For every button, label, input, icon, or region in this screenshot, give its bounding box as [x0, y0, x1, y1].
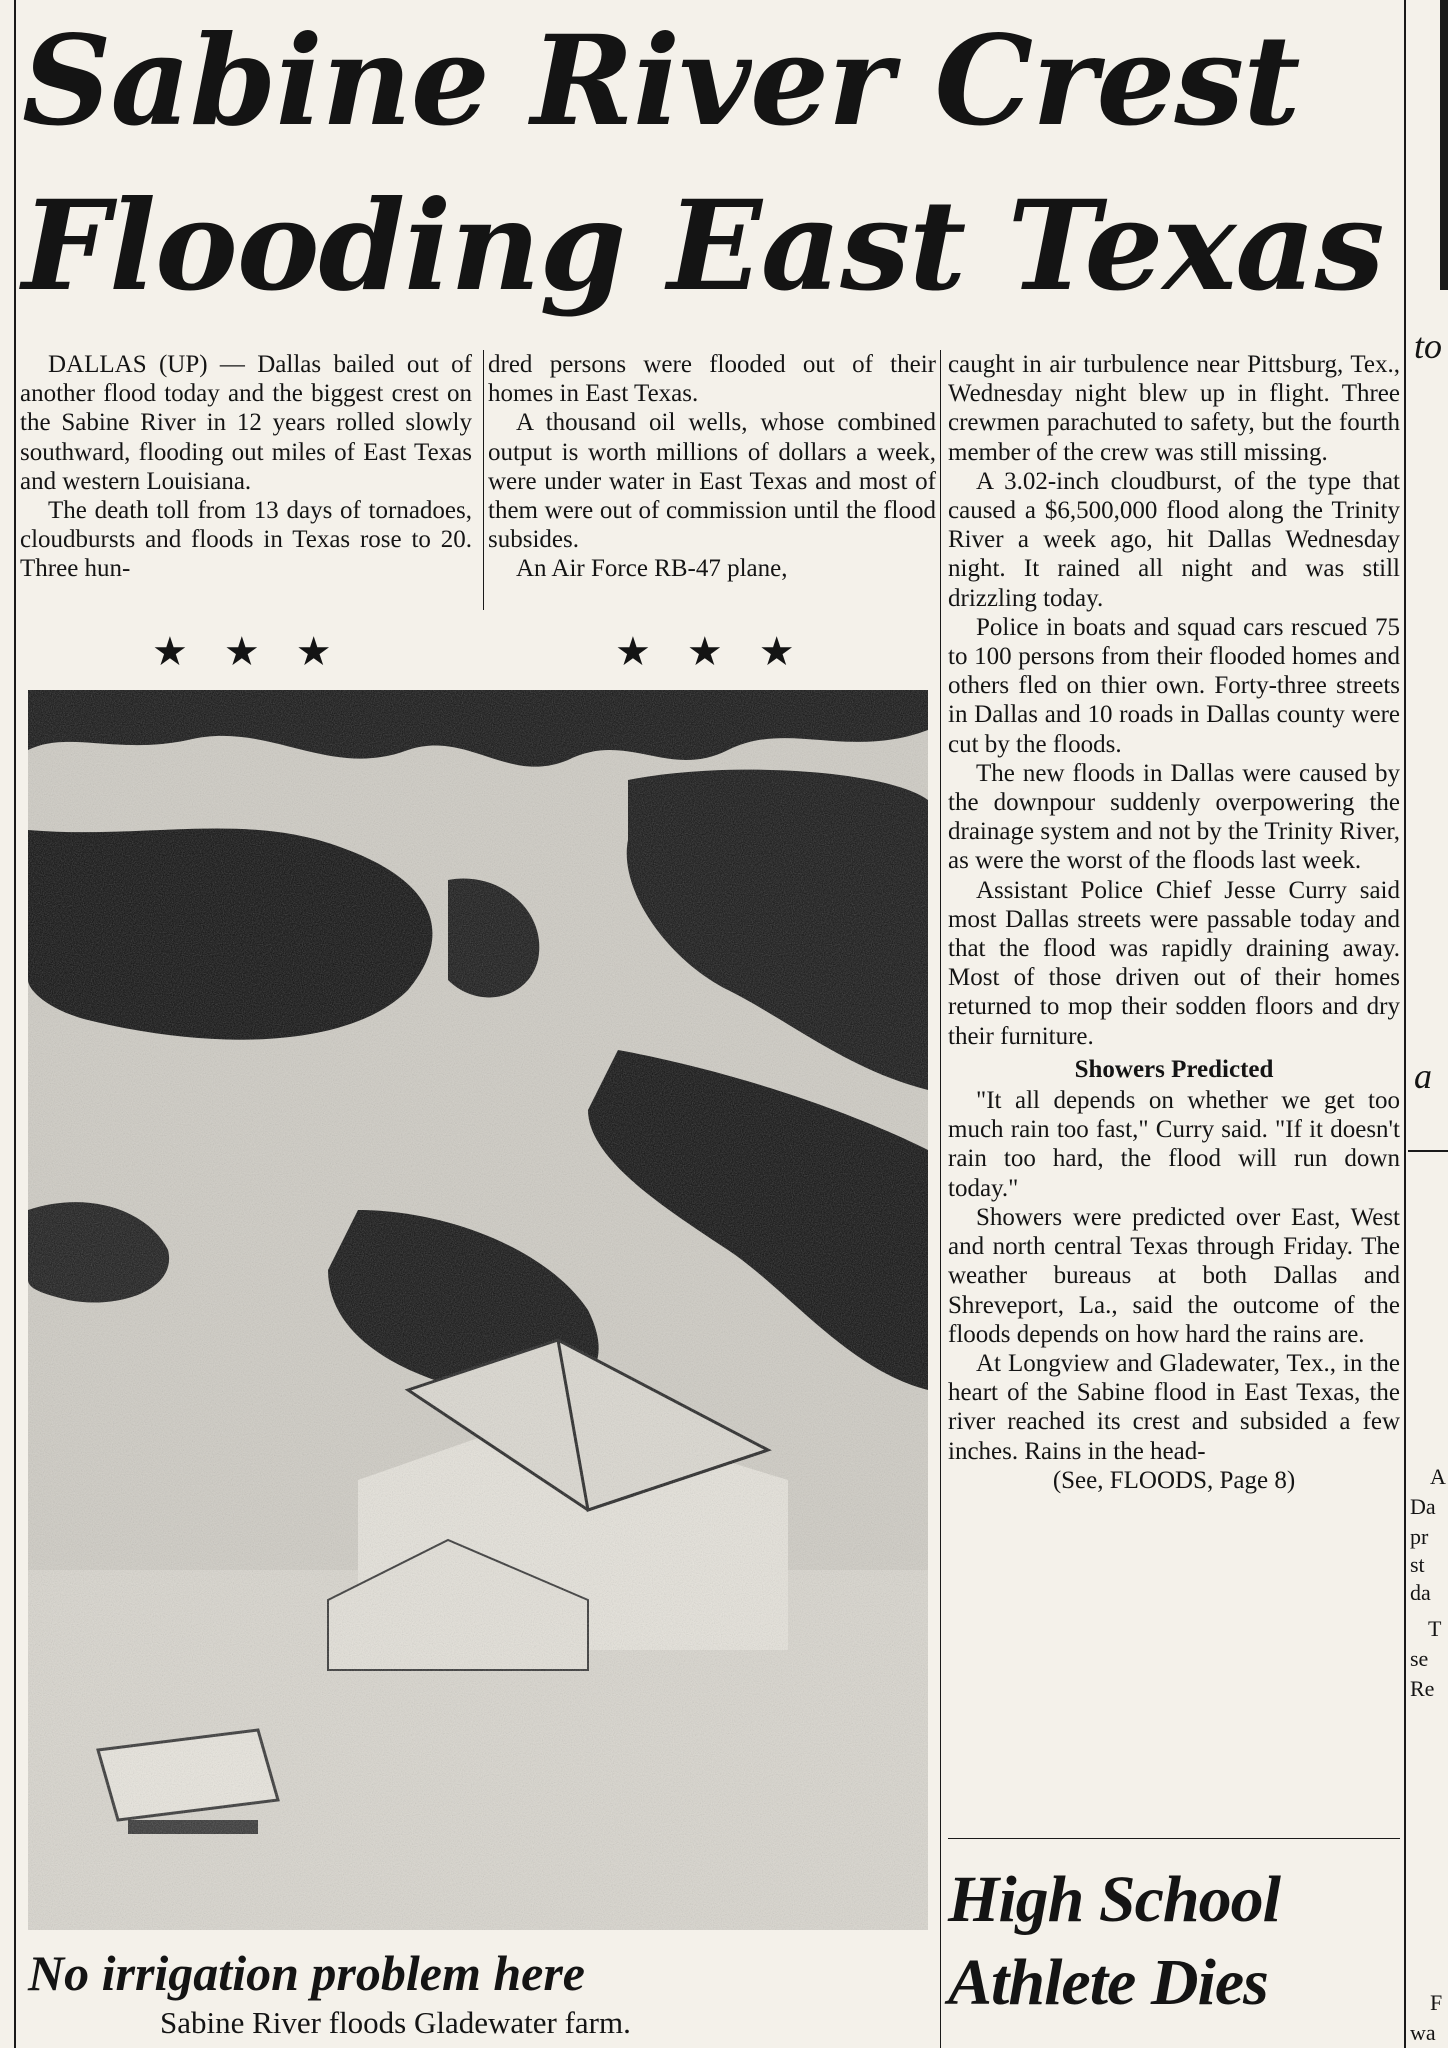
stars-right: ★★★ — [615, 629, 831, 674]
edge-fragment: Da — [1410, 1494, 1436, 1519]
story-paragraph: A 3.02-inch cloudburst, of the type that caused a $6,500,000 flood along the Trinity River a week ago, hit Dallas Wednesday night. It rained all night and was still drizzling today. — [948, 467, 1400, 612]
column-rule-1 — [483, 350, 484, 610]
photo-caption-text: Sabine River floods Gladewater farm. — [160, 2005, 631, 2040]
story-paragraph: Showers were predicted over East, West and north central Texas through Friday. The weather bureaus at both Dallas and Shreveport, La., said the outcome of the floods depends on how hard the rains are. — [948, 1203, 1400, 1348]
right-edge-bar — [1440, 0, 1448, 290]
story-paragraph: At Longview and Gladewater, Tex., in the heart of the Sabine flood in East Texas, the river reached its crest and subsided a few inches. Rains in the head- — [948, 1349, 1400, 1465]
story-paragraph: The death toll from 13 days of tornadoes, cloudbursts and floods in Texas rose to 20. Three hun- — [20, 497, 472, 583]
edge-fragment: A — [1430, 1464, 1446, 1489]
edge-fragment: T — [1428, 1616, 1442, 1641]
story-paragraph: An Air Force RB-47 plane, — [516, 555, 788, 583]
column-rule-2 — [940, 350, 941, 2048]
story-paragraph: DALLAS (UP) — Dallas bailed out of another flood today and the biggest crest on the Sabine River in 12 years rolled slowly southward, flooding out miles of East Texas and western Louisiana. — [20, 351, 472, 495]
jump-line: (See, FLOODS, Page 8) — [1052, 1466, 1296, 1494]
story-column-1 — [20, 350, 472, 584]
subhead: Showers Predicted — [1074, 1055, 1274, 1083]
edge-fragment: se — [1410, 1646, 1429, 1671]
headline-line-1: Sabine River Crest — [22, 9, 1300, 154]
story-paragraph: Police in boats and squad cars rescued 75 to 100 persons from their flooded homes and others fled on thier own. Forty-three streets in Dallas and 10 roads in Dallas county were cut by the floods. — [948, 613, 1400, 758]
edge-fragment: to — [1414, 326, 1443, 366]
sidebar-headline-line-1: High School — [948, 1863, 1280, 1936]
story-paragraph: "It all depends on whether we get too much rain too fast," Curry said. "If it doesn't rain too hard, the flood will run down today." — [948, 1087, 1400, 1202]
stars-left: ★★★ — [152, 629, 368, 674]
edge-fragment: F — [1430, 1990, 1443, 2015]
story-column-2 — [488, 350, 936, 584]
edge-fragment: pr — [1410, 1524, 1429, 1549]
edge-fragment: Re — [1410, 1676, 1435, 1701]
story-paragraph: The new floods in Dallas were caused by the downpour suddenly overpowering the drainage system and not by the Trinity River, as were the worst of the floods last week. — [948, 759, 1400, 875]
story-paragraph: Assistant Police Chief Jesse Curry said most Dallas streets were passable today and that the flood was rapidly draining away. Most of those driven out of their homes returned to mop their sodden floors and dry their furniture. — [948, 876, 1400, 1050]
right-edge-rule — [1408, 1150, 1448, 1152]
story-column-3 — [948, 350, 1400, 1495]
story-paragraph: A thousand oil wells, whose combined output is worth millions of dollars a week, were under water in East Texas and most of them were out of commission until the flood subsides. — [488, 409, 936, 554]
headline-line-2: Flooding East Texas — [22, 174, 1384, 319]
story-paragraph: dred persons were flooded out of their homes in East Texas. — [488, 351, 936, 408]
photo-caption-title: No irrigation problem here — [28, 1945, 585, 2001]
edge-fragment: a — [1414, 1056, 1432, 1096]
right-column-rule — [1404, 0, 1406, 2048]
flood-photo-image — [28, 690, 928, 1930]
left-column-rule — [14, 0, 16, 2048]
edge-fragment: da — [1410, 1580, 1431, 1605]
sidebar-top-rule — [948, 1838, 1400, 1839]
flood-photo — [28, 690, 928, 1930]
story-paragraph: caught in air turbulence near Pittsburg, Tex., Wednesday night blew up in flight. Three crewmen parachuted to safety, but the fourth member of the crew was still missing. — [948, 351, 1400, 466]
sidebar-headline-line-2: Athlete Dies — [948, 1946, 1268, 2019]
edge-fragment: wa — [1410, 2020, 1436, 2045]
edge-fragment: st — [1410, 1552, 1425, 1577]
